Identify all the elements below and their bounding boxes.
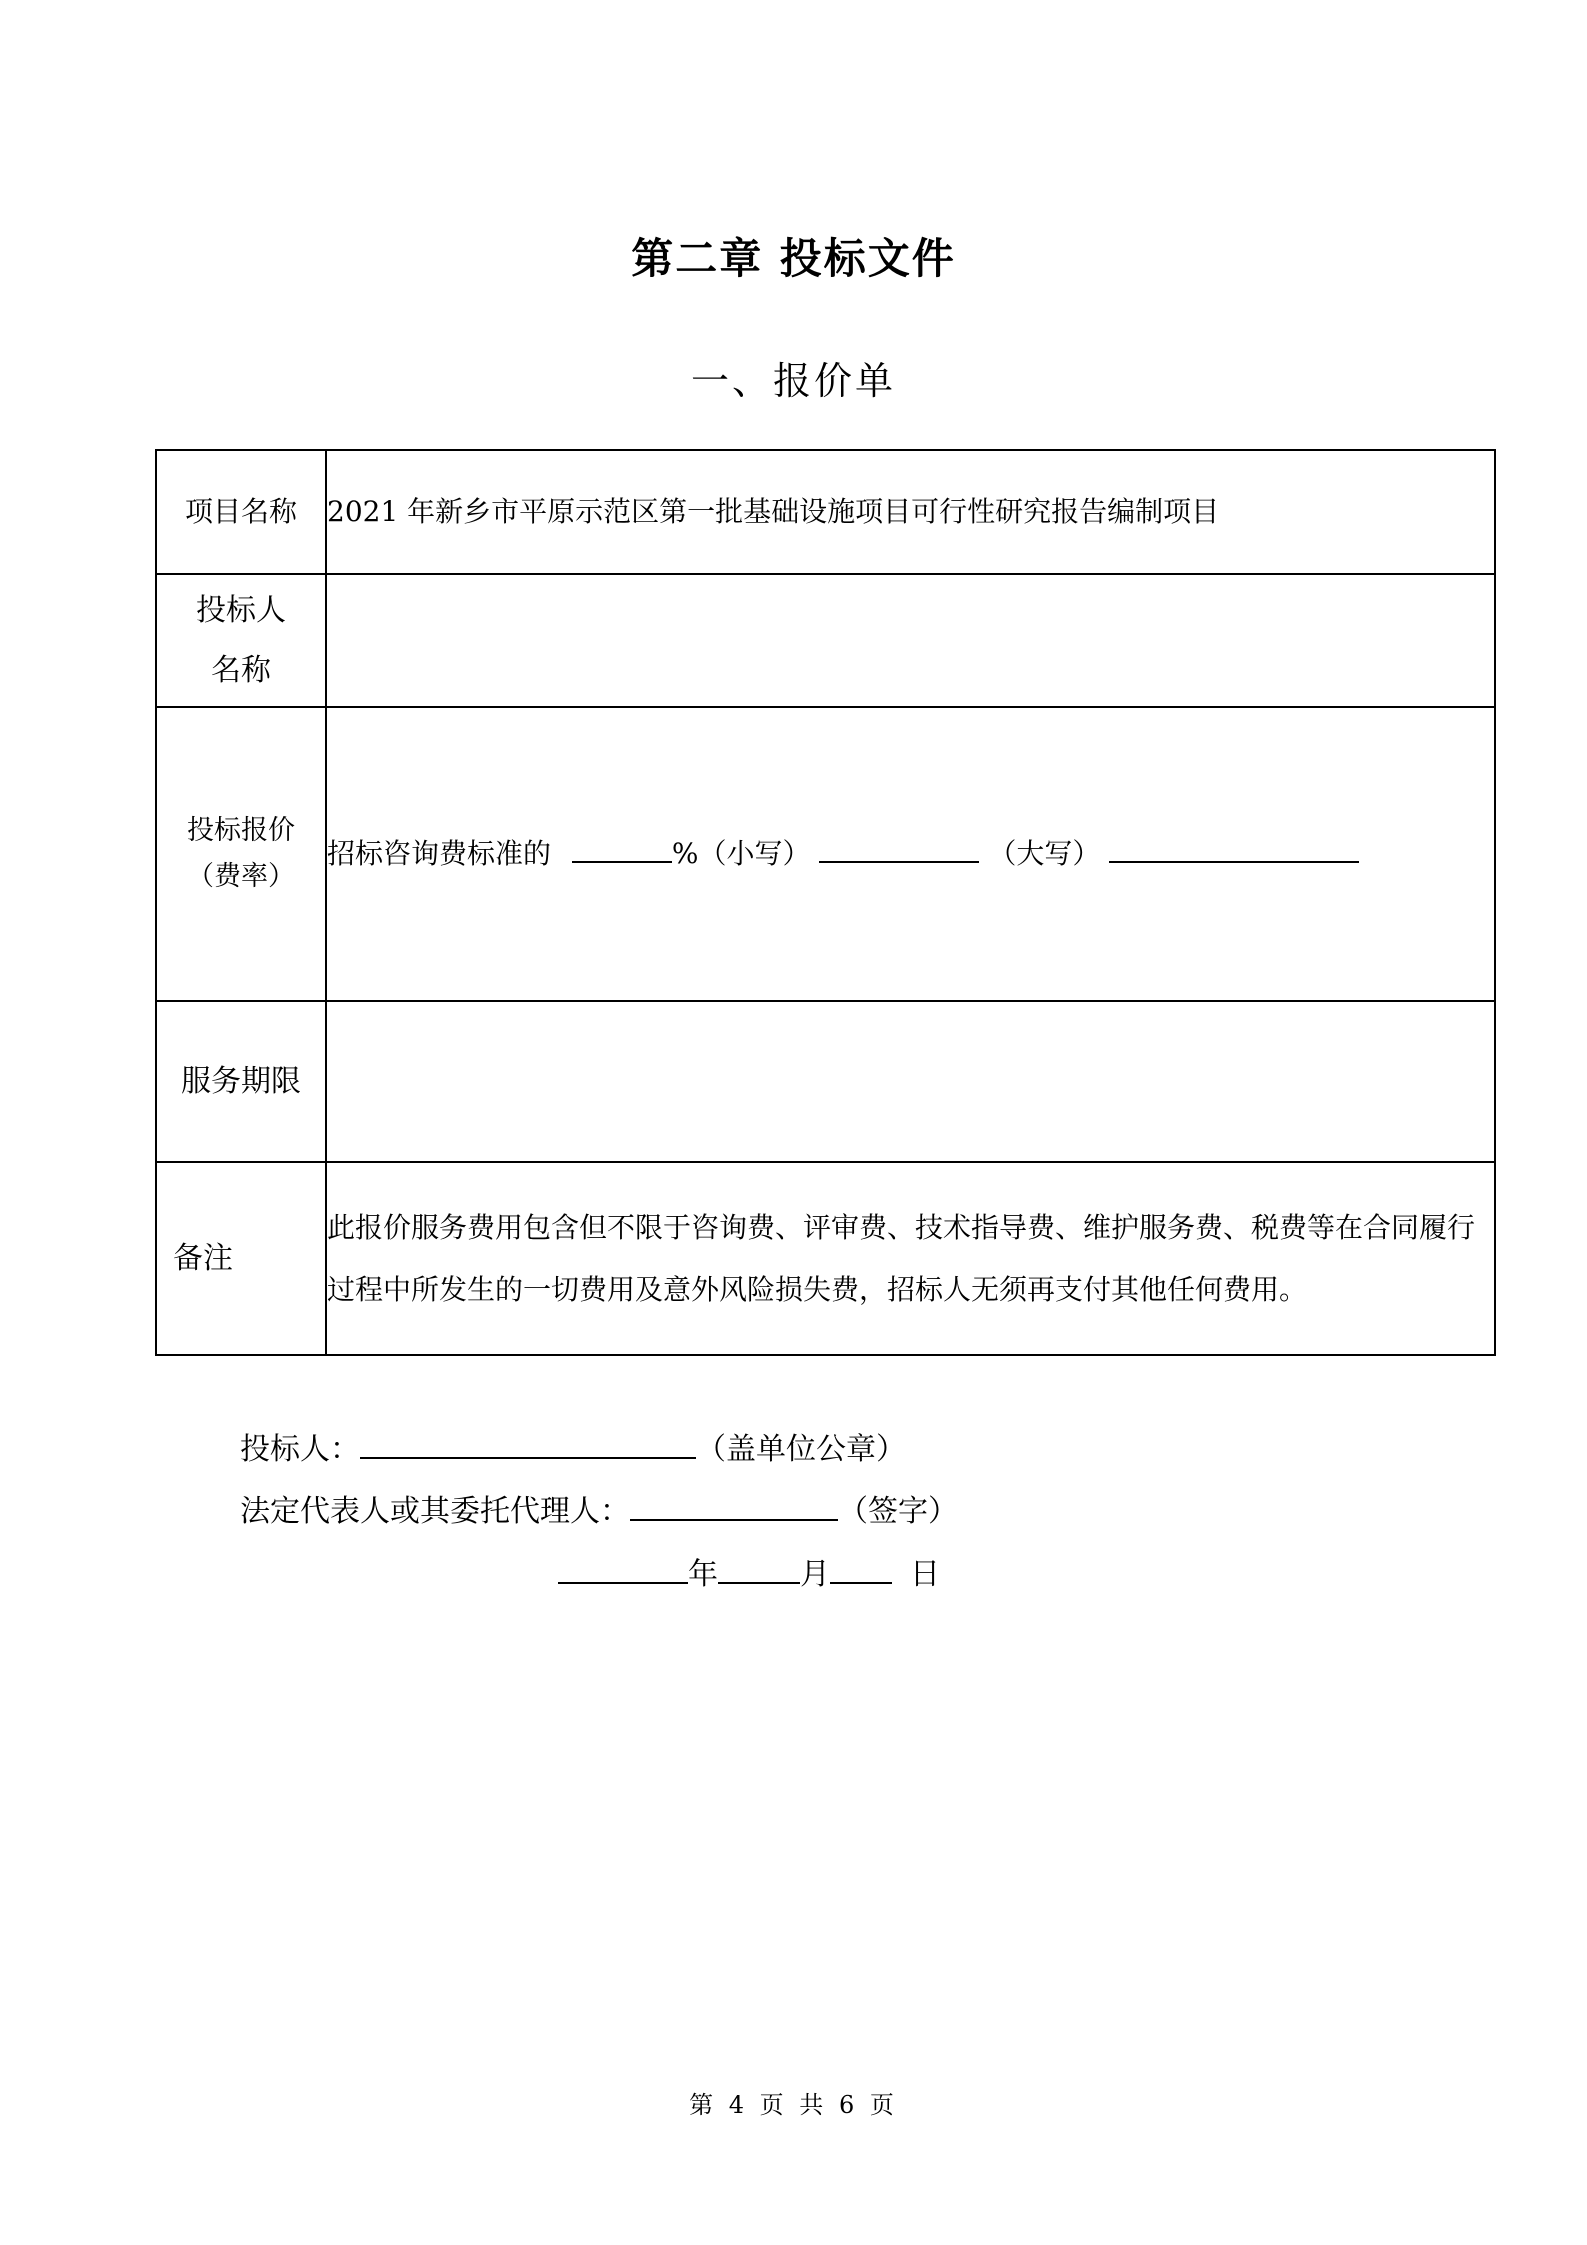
day-blank[interactable] [830,1552,892,1584]
service-period-label: 服务期限 [156,1001,326,1162]
bidder-label: 投标人： [240,1432,360,1467]
bid-price-upper: （大写） [988,837,1101,870]
representative-note: （签字） [838,1494,958,1529]
section-title: 一、报价单 [690,359,896,403]
bidder-name-label [156,574,326,707]
bidder-blank[interactable] [360,1427,696,1459]
date-line [558,1545,940,1605]
bid-rate-lowercase-blank[interactable] [819,831,979,863]
bidder-name-value[interactable] [326,574,1495,707]
year-label: 年 [688,1557,718,1592]
representative-signature-line [240,1482,958,1542]
bidder-name-label-line-2: 名称 [211,652,271,688]
project-name-label: 项目名称 [156,450,326,574]
year-blank[interactable] [558,1552,688,1584]
month-label: 月 [800,1557,830,1592]
month-blank[interactable] [718,1552,800,1584]
project-name-value: 2021 年新乡市平原示范区第一批基础设施项目可行性研究报告编制项目 [326,450,1495,574]
chapter-title: 第二章 投标文件 [631,234,956,283]
representative-blank[interactable] [630,1489,838,1521]
bidder-note: （盖单位公章） [696,1432,906,1467]
remarks-label: 备注 [156,1162,326,1355]
quote-table [155,449,1496,1356]
table-row-remarks [156,1162,1495,1355]
bid-price-label-line-2: （费率） [187,861,295,892]
bid-price-label [156,707,326,1001]
table-row-project-name [156,450,1495,574]
page-footer: 第 4 页 共 6 页 [689,2091,898,2119]
bid-rate-uppercase-blank[interactable] [1109,831,1359,863]
bidder-name-label-line-1: 投标人 [196,592,286,628]
bid-price-percent: %（小写） [671,837,811,870]
day-label: 日 [910,1557,940,1592]
bid-rate-blank[interactable] [572,831,672,863]
service-period-value[interactable] [326,1001,1495,1162]
bid-price-value [326,707,1495,1001]
table-row-service-period [156,1001,1495,1162]
bid-price-prefix: 招标咨询费标准的 [327,837,552,870]
bidder-signature-line [240,1420,906,1480]
bid-price-label-line-1: 投标报价 [187,815,295,846]
table-row-bid-price [156,707,1495,1001]
table-row-bidder-name [156,574,1495,707]
remarks-value: 此报价服务费用包含但不限于咨询费、评审费、技术指导费、维护服务费、税费等在合同履行过程中所发生的一切费用及意外风险损失费，招标人无须再支付其他任何费用。 [326,1162,1495,1355]
representative-label: 法定代表人或其委托代理人： [240,1494,630,1529]
